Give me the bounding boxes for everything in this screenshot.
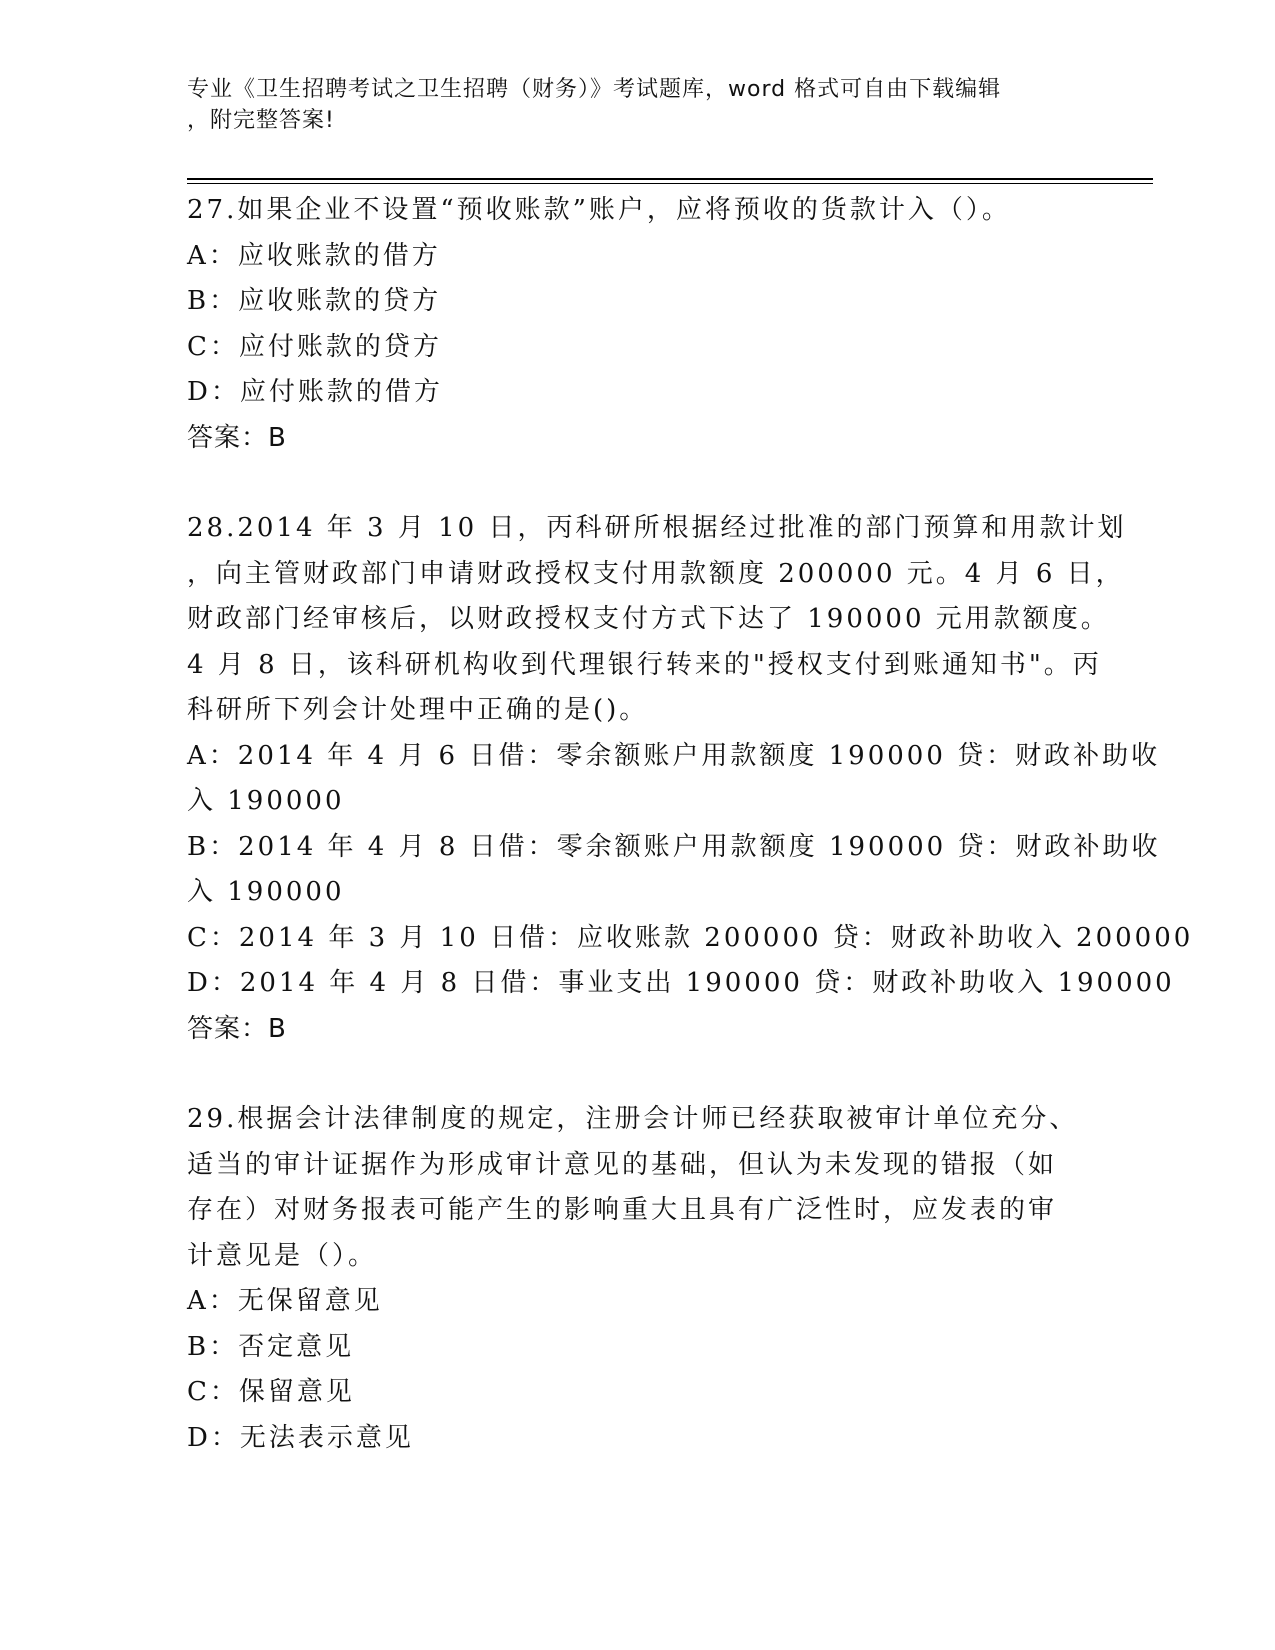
header-divider-thick xyxy=(187,178,1153,180)
option-d: D：应付账款的借方 xyxy=(187,377,443,407)
option-b: 入 190000 xyxy=(187,877,345,907)
option-c: C：2014 年 3 月 10 日借：应收账款 200000 贷：财政补助收入 200000 xyxy=(187,922,1194,953)
question-stem: 4 月 8 日，该科研机构收到代理银行转来的"授权支付到账通知书"。丙 xyxy=(187,649,1102,680)
question-block xyxy=(187,1097,1087,1461)
answer-label: 答案：B xyxy=(187,1013,287,1044)
option-b: B：2014 年 4 月 8 日借：零余额账户用款额度 190000 贷：财政补助收 xyxy=(187,831,1161,862)
option-b: B：应收账款的贷方 xyxy=(187,286,442,316)
question-stem: 29.根据会计法律制度的规定，注册会计师已经获取被审计单位充分、 xyxy=(187,1104,1079,1134)
question-stem: 27.如果企业不设置“预收账款”账户，应将预收的货款计入（）。 xyxy=(187,195,1011,225)
option-a: A：无保留意见 xyxy=(187,1286,383,1316)
question-stem: ，向主管财政部门申请财政授权支付用款额度 200000 元。4 月 6 日， xyxy=(187,558,1125,589)
answer-label: 答案：B xyxy=(187,422,287,453)
header-line-2: ，附完整答案! xyxy=(187,108,335,133)
option-c: C：保留意见 xyxy=(187,1377,355,1407)
question-stem: 28.2014 年 3 月 10 日，丙科研所根据经过批准的部门预算和用款计划 xyxy=(187,513,1127,543)
option-d: D：无法表示意见 xyxy=(187,1422,414,1453)
question-stem: 财政部门经审核后，以财政授权支付方式下达了 190000 元用款额度。 xyxy=(187,604,1110,634)
question-stem: 科研所下列会计处理中正确的是()。 xyxy=(187,695,649,725)
header-line-1: 专业《卫生招聘考试之卫生招聘（财务）》考试题库，word 格式可自由下载编辑 xyxy=(187,77,1002,102)
document-header xyxy=(187,74,1087,136)
option-a: 入 190000 xyxy=(187,786,345,816)
question-block xyxy=(187,506,1194,1052)
question-list xyxy=(187,188,1194,1461)
option-d: D：2014 年 4 月 8 日借：事业支出 190000 贷：财政补助收入 190000 xyxy=(187,968,1175,998)
header-divider-thin xyxy=(187,183,1153,184)
question-stem: 适当的审计证据作为形成审计意见的基础，但认为未发现的错报（如 xyxy=(187,1149,1058,1180)
option-c: C：应付账款的贷方 xyxy=(187,331,442,362)
question-stem: 存在）对财务报表可能产生的影响重大且具有广泛性时，应发表的审 xyxy=(187,1195,1058,1225)
question-stem: 计意见是（）。 xyxy=(187,1240,378,1271)
question-block xyxy=(187,188,1087,461)
option-a: A：应收账款的借方 xyxy=(187,240,441,271)
option-b: B：否定意见 xyxy=(187,1331,355,1362)
option-a: A：2014 年 4 月 6 日借：零余额账户用款额度 190000 贷：财政补助收 xyxy=(187,740,1161,771)
